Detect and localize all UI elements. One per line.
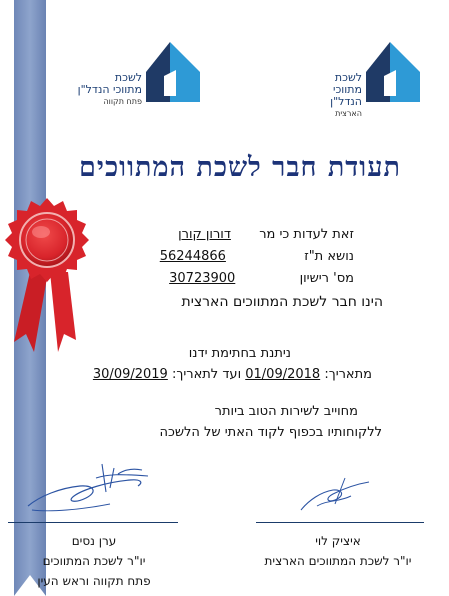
- building-mark-icon: [366, 42, 420, 102]
- certificate-title: תעודת חבר לשכת המתווכים: [79, 152, 401, 183]
- member-statement: הינו חבר לשכת המתווכים הארצית: [181, 294, 383, 310]
- member-name: דורון קורן: [178, 227, 231, 242]
- id-value: 56244866: [159, 249, 226, 264]
- signature-itzik: [295, 470, 375, 520]
- signature-eran: [20, 452, 160, 520]
- logo-line-2: מתווכי הנדל"ן: [77, 83, 142, 96]
- commitment-line-1: מחוייב לשירות הטוב ביותר: [214, 404, 358, 419]
- signer-role: יו"ר לשכת המתווכים: [42, 554, 146, 568]
- certify-label: זאת לעדות כי מר: [259, 227, 354, 242]
- logo-national: [300, 42, 420, 118]
- signature-block-left: [14, 531, 174, 591]
- commitment-line-2: ללקוחותיו בכפוף לקוד האתי של הלשכה: [159, 425, 382, 440]
- signer-role: יו"ר לשכת המתווכים הארצית: [264, 554, 412, 568]
- red-seal: [5, 198, 89, 282]
- license-row: [169, 270, 354, 288]
- building-mark-icon: [146, 42, 200, 102]
- to-date: 30/09/2019: [92, 367, 168, 382]
- logo-line-1: לשכת: [334, 71, 362, 84]
- from-date: 01/09/2018: [245, 367, 321, 382]
- signature-block-right: [238, 531, 438, 571]
- license-value: 30723900: [169, 271, 236, 286]
- certify-row: [178, 226, 354, 244]
- seal-tail-right: [50, 272, 76, 352]
- license-label: מס' רישיון: [299, 271, 354, 286]
- signature-line-left: [8, 522, 178, 523]
- signer-role-2: פתח תקווה וראש העין: [37, 574, 151, 588]
- logo-line-1: לשכת: [114, 71, 142, 84]
- signer-name: ערן נסים: [71, 534, 117, 548]
- logo-line-3: פתח תקווה: [103, 97, 142, 106]
- signer-name: איציק לוי: [315, 534, 361, 548]
- logo-petah-tikva: [76, 42, 201, 104]
- signature-line-right: [256, 522, 424, 523]
- logo-line-2: מתווכי הנדל"ן: [330, 83, 362, 108]
- id-label: נושא ת"ז: [304, 249, 354, 264]
- id-row: [160, 248, 354, 266]
- from-label: מתאריך:: [324, 367, 372, 382]
- logo-line-3: הארצית: [335, 109, 362, 118]
- validity-dates: [93, 366, 372, 384]
- issued-statement: ניתנת בחתימת ידנו: [188, 346, 291, 361]
- to-label: ועד לתאריך:: [171, 367, 242, 382]
